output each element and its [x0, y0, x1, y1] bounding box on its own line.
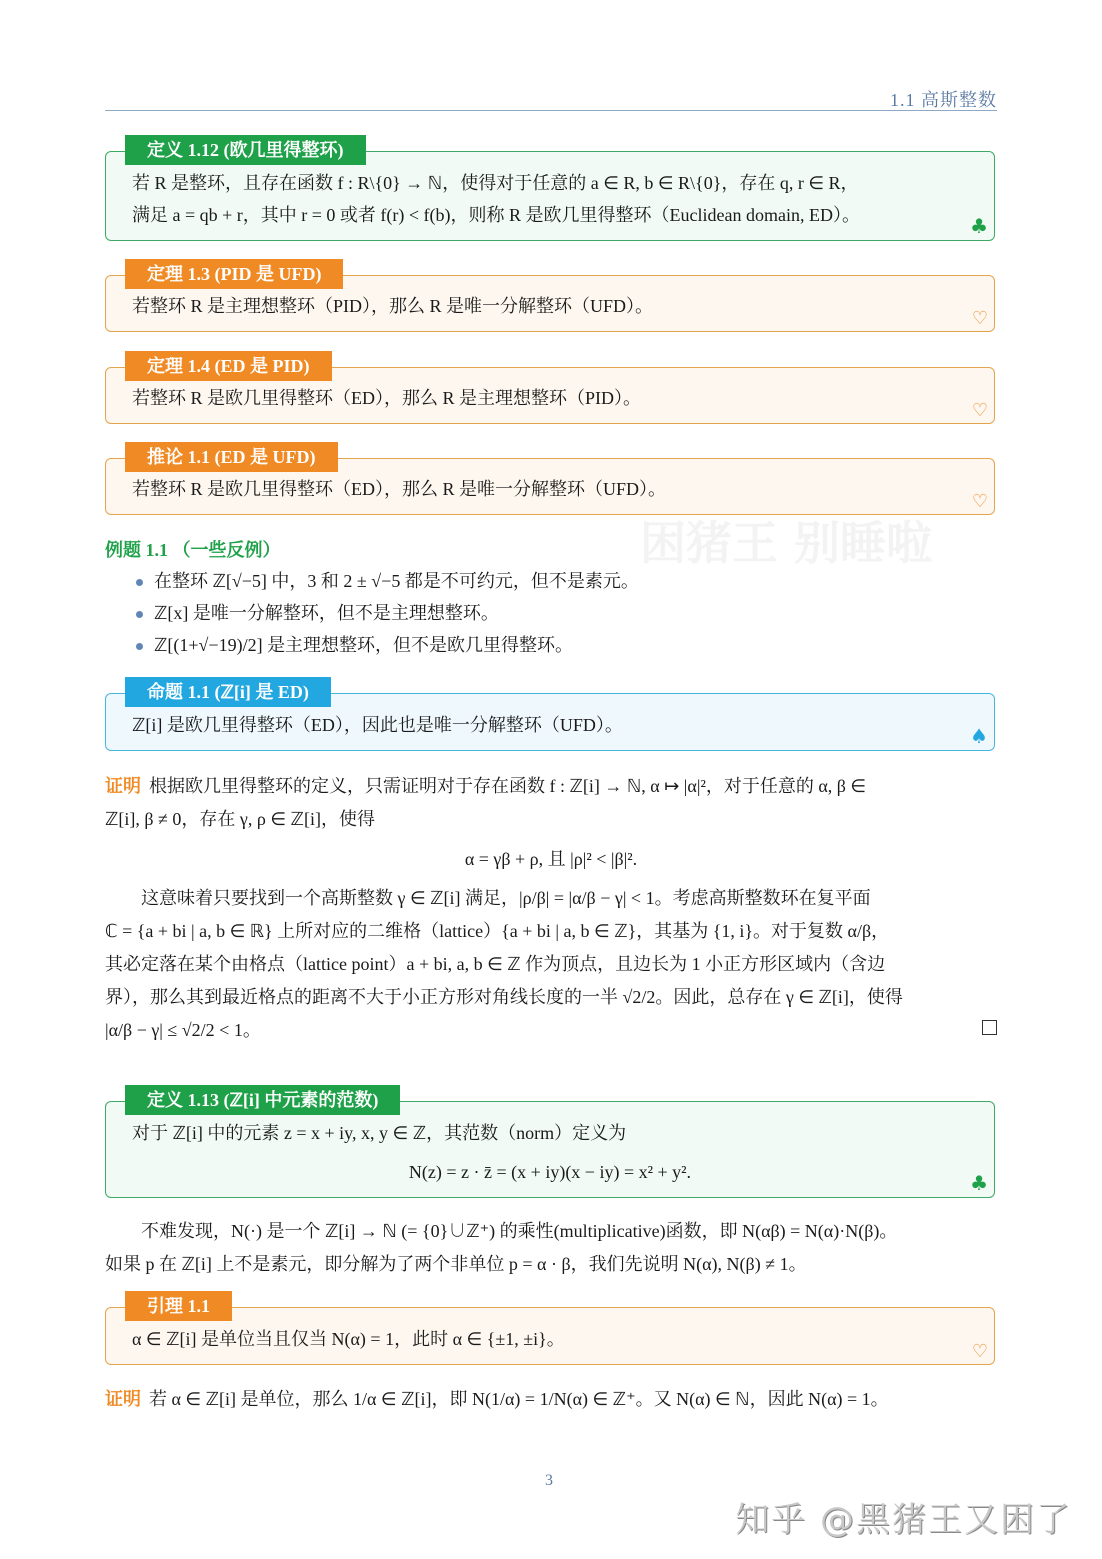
- list-item: ℤ[x] 是唯一分解整环，但不是主理想整环。: [136, 597, 639, 629]
- background-watermark: 困猪王 别睡啦: [640, 516, 933, 570]
- definition-equation: N(z) = z · z̄ = (x + iy)(x − iy) = x² + y².: [408, 1162, 692, 1182]
- page-number: 3: [545, 1472, 553, 1489]
- proof-line: 其必定落在某个由格点（lattice point）a + bi, a, b ∈ ℤ 作为顶点，且边长为 1 小正方形区域内（含边: [105, 954, 886, 974]
- club-icon: ♣: [970, 214, 988, 238]
- corollary-body: 若整环 R 是欧几里得整环（ED），那么 R 是唯一分解整环（UFD）。: [132, 479, 667, 499]
- corollary-label: 推论 1.1 (ED 是 UFD): [125, 442, 338, 472]
- proof-label: 证明: [105, 1389, 141, 1409]
- theorem-label: 定理 1.4 (ED 是 PID): [125, 351, 332, 381]
- list-item: ℤ[(1+√−19)/2] 是主理想整环，但不是欧几里得整环。: [136, 629, 639, 661]
- club-icon: ♣: [970, 1171, 988, 1195]
- zhihu-watermark: 知乎 @黑猪王又困了: [735, 1500, 1072, 1540]
- section-title: 1.1 高斯整数: [890, 90, 997, 110]
- proposition-body: ℤ[i] 是欧几里得整环（ED），因此也是唯一分解整环（UFD）。: [132, 715, 623, 735]
- proof-equation: α = γβ + ρ, 且 |ρ|² < |β|².: [464, 849, 638, 869]
- proof-line: |α/β − γ| ≤ √2/2 < 1。: [105, 1020, 261, 1040]
- proposition-box-1-1: [105, 682, 995, 751]
- proof-paragraph: [105, 770, 997, 836]
- norm-paragraph: [105, 1215, 997, 1281]
- paragraph-line: 如果 p 在 ℤ[i] 上不是素元，即分解为了两个非单位 p = α · β，我们先说明 N(α), N(β) ≠ 1。: [105, 1254, 807, 1274]
- proof-line: 若 α ∈ ℤ[i] 是单位，那么 1/α ∈ ℤ[i]，即 N(1/α) = 1/N(α) ∈ ℤ⁺。又 N(α) ∈ ℕ，因此 N(α) = 1。: [149, 1389, 889, 1409]
- definition-label: 定义 1.13 (ℤ[i] 中元素的范数): [125, 1085, 400, 1115]
- proof-line: ℤ[i], β ≠ 0，存在 γ, ρ ∈ ℤ[i]，使得: [105, 809, 375, 829]
- heart-icon: ♡: [971, 491, 988, 512]
- definition-box-1-13: [105, 1090, 995, 1198]
- theorem-box-1-4: [105, 356, 995, 424]
- heart-icon: ♡: [971, 308, 988, 329]
- proof-label: 证明: [105, 776, 141, 796]
- definition-body: [132, 167, 968, 231]
- paragraph-line: 不难发现，N(·) 是一个 ℤ[i] → ℕ (= {0}∪ℤ⁺) 的乘性(multiplicative)函数，即 N(αβ) = N(α)·N(β)。: [141, 1221, 898, 1241]
- lemma-label: 引理 1.1: [125, 1291, 232, 1321]
- proof-line: 这意味着只要找到一个高斯整数 γ ∈ ℤ[i] 满足，|ρ/β| = |α/β − γ| < 1。考虑高斯整数环在复平面: [141, 888, 871, 908]
- list-item: 在整环 ℤ[√−5] 中，3 和 2 ± √−5 都是不可约元，但不是素元。: [136, 565, 639, 597]
- proof-line: 界），那么其到最近格点的距离不大于小正方形对角线长度的一半 √2/2。因此，总存在 γ ∈ ℤ[i]，使得: [105, 987, 903, 1007]
- heart-icon: ♡: [971, 1341, 988, 1362]
- proposition-label: 命题 1.1 (ℤ[i] 是 ED): [125, 677, 331, 707]
- example-title: 例题 1.1 （一些反例）: [105, 540, 281, 560]
- proof-paragraph-2: [105, 882, 997, 1047]
- definition-box-1-12: [105, 140, 995, 241]
- definition-body: 对于 ℤ[i] 中的元素 z = x + iy, x, y ∈ ℤ，其范数（norm）定义为: [132, 1123, 627, 1143]
- qed-square-icon: [982, 1020, 997, 1035]
- example-list: [136, 565, 639, 661]
- definition-line: 若 R 是整环，且存在函数 f : R\{0} → ℕ，使得对于任意的 a ∈ R, b ∈ R\{0}，存在 q, r ∈ R，: [132, 173, 859, 193]
- running-header: [105, 86, 997, 111]
- theorem-body: 若整环 R 是欧几里得整环（ED），那么 R 是主理想整环（PID）。: [132, 388, 642, 408]
- heart-icon: ♡: [971, 400, 988, 421]
- theorem-box-1-3: [105, 264, 995, 332]
- theorem-body: 若整环 R 是主理想整环（PID），那么 R 是唯一分解整环（UFD）。: [132, 296, 654, 316]
- definition-line: 满足 a = qb + r，其中 r = 0 或者 f(r) < f(b)，则称 R 是欧几里得整环（Euclidean domain, ED）。: [132, 205, 860, 225]
- theorem-label: 定理 1.3 (PID 是 UFD): [125, 259, 343, 289]
- proof-line: ℂ = {a + bi | a, b ∈ ℝ} 上所对应的二维格（lattice）{a + bi | a, b ∈ ℤ}，其基为 {1, i}。对于复数 α/β，: [105, 921, 890, 941]
- lemma-body: α ∈ ℤ[i] 是单位当且仅当 N(α) = 1，此时 α ∈ {±1, ±i}。: [132, 1329, 565, 1349]
- proof-line: 根据欧几里得整环的定义，只需证明对于存在函数 f : ℤ[i] → ℕ, α ↦ |α|²，对于任意的 α, β ∈: [149, 776, 867, 796]
- corollary-box-1-1: [105, 447, 995, 515]
- spade-icon: ♠: [970, 724, 988, 748]
- proof-paragraph: [105, 1383, 997, 1416]
- lemma-box-1-1: [105, 1296, 995, 1365]
- definition-label: 定义 1.12 (欧几里得整环): [125, 135, 366, 165]
